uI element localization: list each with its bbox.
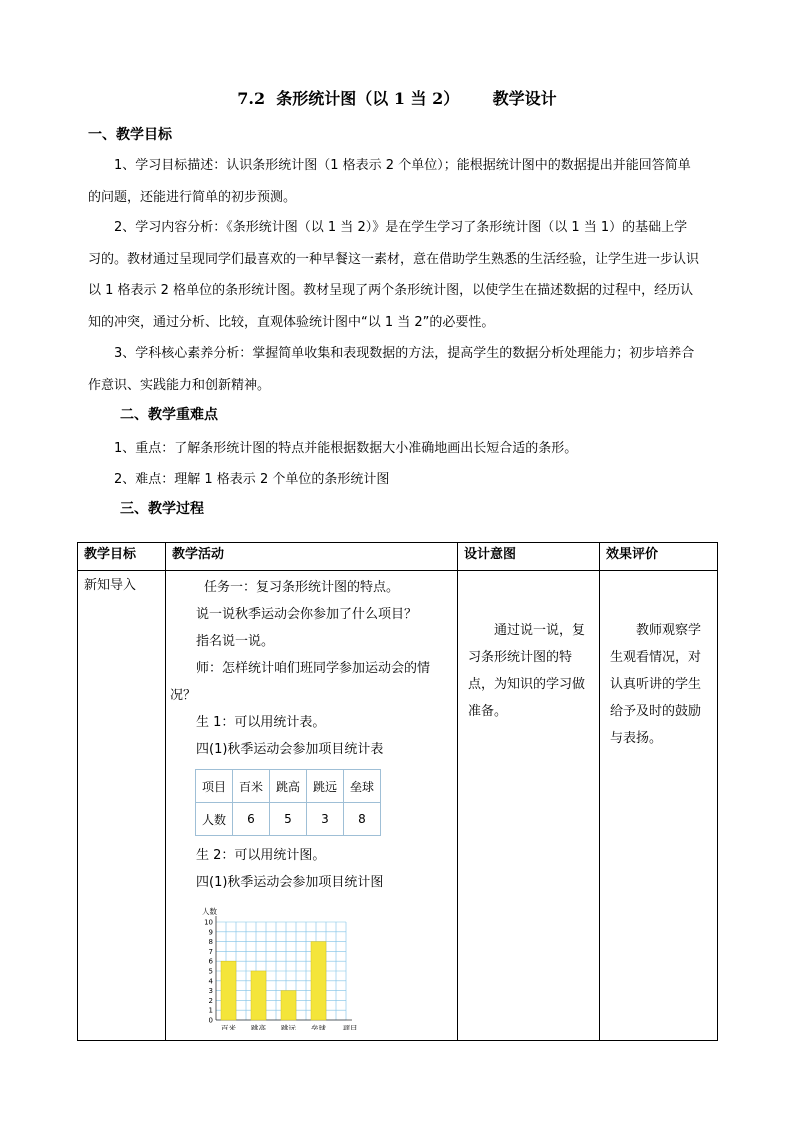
mini-cell: 跳远 [307, 770, 344, 803]
y-tick-label: 9 [208, 928, 213, 937]
row-activities [166, 571, 458, 1041]
category-label: 百米 [221, 1024, 236, 1030]
chart-title: 四(1)秋季运动会参加项目统计图 [196, 875, 384, 890]
mini-cell: 6 [233, 803, 270, 836]
y-tick-label: 4 [208, 977, 213, 986]
section-heading-goals: 一、教学目标 [88, 127, 172, 143]
row-intent: 通过说一说，复习条形统计图的特点，为知识的学习做准备。 [458, 571, 600, 1041]
header-intent: 设计意图 [458, 543, 600, 571]
mini-cell: 5 [270, 803, 307, 836]
bar-跳高 [251, 971, 266, 1020]
category-label: 垒球 [311, 1024, 326, 1030]
page-title: 7.2 条形统计图（以 1 当 2） 教学设计 [237, 89, 557, 108]
mini-cell: 百米 [233, 770, 270, 803]
bar-chart-container [194, 900, 453, 1034]
mini-stat-table [195, 769, 381, 836]
activity-teacher: 师：怎样统计咱们班同学参加运动会的情况？ [170, 661, 431, 703]
x-axis-label: 项目 [342, 1024, 358, 1030]
activity-question: 说一说秋季运动会你参加了什么项目？ [196, 607, 418, 622]
bar-chart [194, 900, 374, 1030]
category-label: 跳高 [251, 1024, 266, 1030]
y-tick-label: 2 [208, 996, 213, 1005]
category-label: 跳远 [281, 1024, 296, 1030]
bar-垒球 [311, 942, 326, 1020]
process-table [77, 542, 718, 1041]
y-tick-label: 1 [208, 1006, 213, 1015]
activity-student-2: 生 2：可以用统计图。 [196, 848, 326, 863]
activity-task: 任务一：复习条形统计图的特点。 [204, 580, 400, 595]
section-heading-keypoints: 二、教学重难点 [120, 407, 218, 423]
y-tick-label: 3 [208, 987, 213, 996]
row-goal: 新知导入 [78, 571, 166, 1041]
activity-call: 指名说一说。 [196, 634, 275, 649]
y-tick-label: 7 [208, 947, 213, 956]
keypoint-2: 2、难点：理解 1 格表示 2 个单位的条形统计图 [114, 472, 390, 487]
mini-cell: 跳高 [270, 770, 307, 803]
section-heading-process: 三、教学过程 [120, 501, 204, 517]
mini-table-title: 四(1)秋季运动会参加项目统计表 [196, 742, 384, 757]
y-tick-label: 0 [208, 1016, 213, 1025]
y-tick-label: 5 [208, 967, 213, 976]
activity-student-1: 生 1：可以用统计表。 [196, 715, 326, 730]
mini-cell: 8 [344, 803, 381, 836]
y-tick-label: 8 [208, 938, 213, 947]
y-axis-label: 人数 [202, 907, 217, 916]
mini-cell: 垒球 [344, 770, 381, 803]
header-evaluation: 效果评价 [600, 543, 718, 571]
bar-跳远 [281, 991, 296, 1020]
mini-cell: 3 [307, 803, 344, 836]
mini-cell: 人数 [196, 803, 233, 836]
y-tick-label: 6 [208, 957, 213, 966]
bar-百米 [221, 961, 236, 1020]
y-tick-label: 10 [204, 918, 213, 927]
goal-paragraph-1: 1、学习目标描述：认识条形统计图（1 格表示 2 个单位）；能根据统计图中的数据提出并能回答简单的问题，还能进行简单的初步预测。 [88, 158, 691, 205]
row-evaluation: 教师观察学生观看情况，对认真听讲的学生给予及时的鼓励与表扬。 [600, 571, 718, 1041]
table-row [78, 571, 718, 1041]
goal-paragraph-3: 3、学科核心素养分析：掌握简单收集和表现数据的方法，提高学生的数据分析处理能力；初步培养合作意识、实践能力和创新精神。 [88, 346, 695, 393]
process-table-header [78, 543, 718, 571]
header-goal: 教学目标 [78, 543, 166, 571]
mini-cell: 项目 [196, 770, 233, 803]
goal-paragraph-2: 2、学习内容分析：《条形统计图（以 1 当 2）》是在学生学习了条形统计图（以 1 当 1）的基础上学习的。教材通过呈现同学们最喜欢的一种早餐这一素材，意在借助学生熟悉的生活经验，让学生进一步认识以 1 格表示 2 格单位的条形统计图。教材呈现了两个条形统计图，以使学生在描述数据的过程中，经历认知的冲突，通过分析、比较，直观体验统计图中“以 1 当 2”的必要性。 [88, 220, 700, 330]
keypoint-1: 1、重点：了解条形统计图的特点并能根据数据大小准确地画出长短合适的条形。 [114, 441, 578, 456]
header-activity: 教学活动 [166, 543, 458, 571]
